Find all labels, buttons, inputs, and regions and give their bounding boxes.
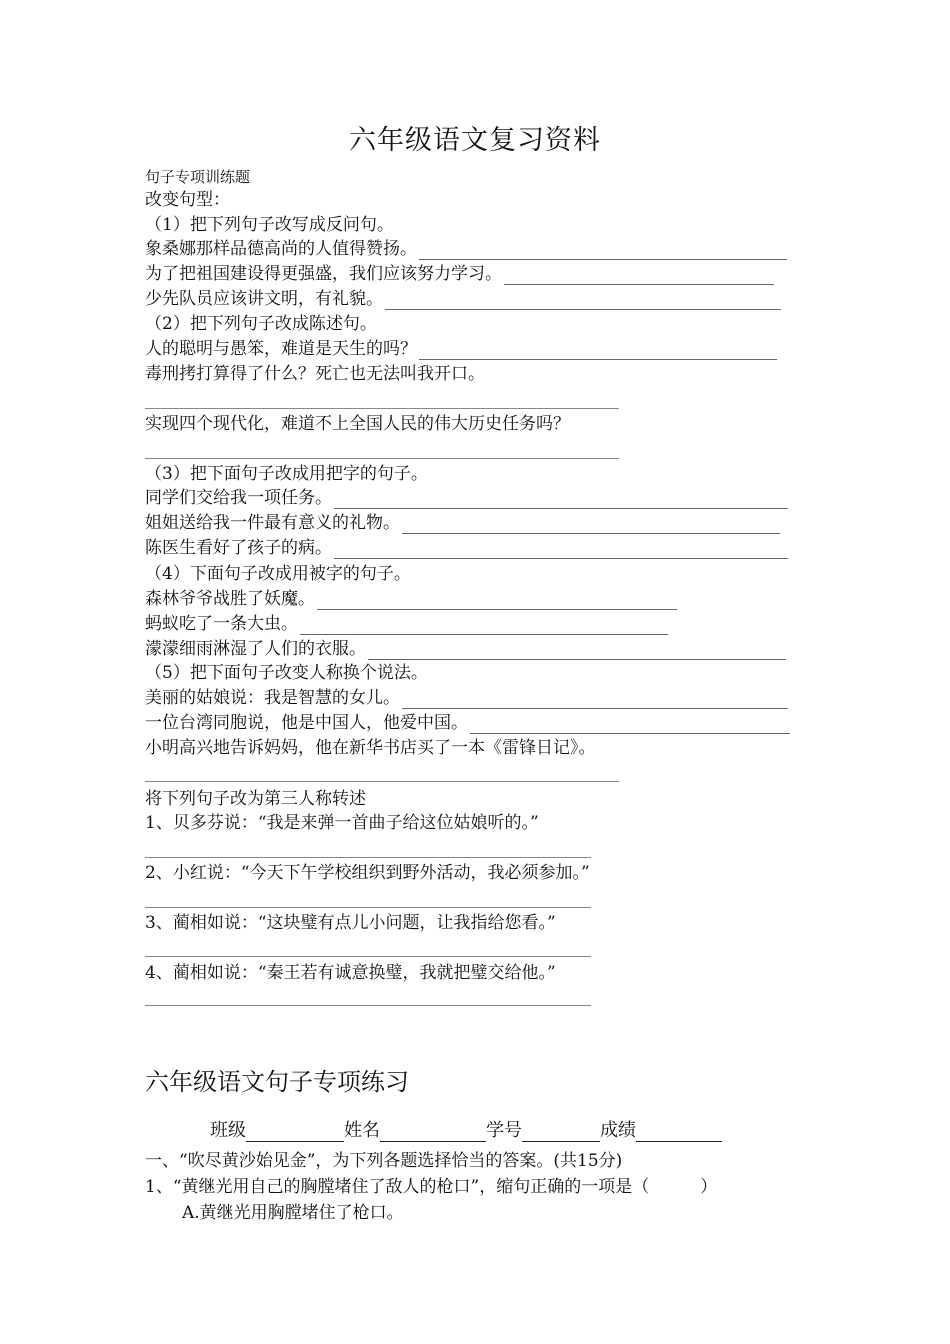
- question-2-item-2: 毒刑拷打算得了什么？死亡也无法叫我开口。: [145, 364, 485, 384]
- answer-blank[interactable]: [419, 242, 787, 260]
- number-field[interactable]: [522, 1121, 600, 1142]
- score-label: 成绩: [600, 1120, 636, 1141]
- answer-blank[interactable]: [145, 907, 591, 908]
- section-subheading: 改变句型：: [145, 190, 230, 210]
- question-4-item-2: 蚂蚁吃了一条大虫。: [145, 613, 668, 635]
- answer-blank[interactable]: [470, 716, 790, 734]
- answer-blank[interactable]: [145, 956, 591, 957]
- question-4-item-3: 濛濛细雨淋湿了人们的衣服。: [145, 638, 786, 660]
- question-6-item-1: 1、贝多芬说：“我是来弹一首曲子给这位姑娘听的。”: [145, 813, 539, 833]
- question-1-item-1: 象桑娜那样品德高尚的人值得赞扬。: [145, 238, 787, 260]
- answer-blank[interactable]: [385, 292, 781, 310]
- question-5-item-3: 小明高兴地告诉妈妈，他在新华书店买了一本《雷锋日记》。: [145, 738, 596, 758]
- class-field[interactable]: [246, 1121, 344, 1142]
- question-3-item-3: 陈医生看好了孩子的病。: [145, 537, 788, 559]
- number-label: 学号: [486, 1120, 522, 1141]
- answer-blank[interactable]: [334, 491, 788, 509]
- question-3-item-2: 姐姐送给我一件最有意义的礼物。: [145, 512, 780, 534]
- question-1-label: （1）把下列句子改写成反问句。: [145, 215, 394, 235]
- name-field[interactable]: [380, 1121, 486, 1142]
- question-6-label: 将下列句子改为第三人称转述: [145, 789, 366, 809]
- question-6-item-4: 4、蔺相如说：“秦王若有诚意换璧，我就把璧交给他。”: [145, 963, 556, 983]
- answer-blank[interactable]: [419, 342, 777, 360]
- section-2-title: 六年级语文句子专项练习: [145, 1068, 409, 1096]
- answer-blank[interactable]: [145, 458, 619, 459]
- question-3-label: （3）把下面句子改成用把字的句子。: [145, 464, 428, 484]
- answer-blank[interactable]: [145, 781, 619, 782]
- question-2-label: （2）把下列句子改成陈述句。: [145, 314, 377, 334]
- section-heading: 句子专项训练题: [145, 168, 251, 186]
- question-5-item-2: 一位台湾同胞说，他是中国人，他爱中国。: [145, 712, 790, 734]
- question-1-item-3: 少先队员应该讲文明，有礼貌。: [145, 288, 781, 310]
- answer-blank[interactable]: [504, 267, 774, 285]
- answer-blank[interactable]: [145, 408, 619, 409]
- question-6-item-3: 3、蔺相如说：“这块璧有点儿小问题，让我指给您看。”: [145, 913, 556, 933]
- question-5-label: （5）把下面句子改变人称换个说法。: [145, 663, 428, 683]
- question-4-label: （4）下面句子改成用被字的句子。: [145, 564, 411, 584]
- question-5-item-1: 美丽的姑娘说：我是智慧的女儿。: [145, 687, 788, 709]
- name-label: 姓名: [344, 1120, 380, 1141]
- student-info-row: [210, 1116, 722, 1142]
- question-2-item-1: 人的聪明与愚笨，难道是天生的吗？: [145, 338, 777, 360]
- score-field[interactable]: [636, 1121, 722, 1142]
- question-3-item-1: 同学们交给我一项任务。: [145, 487, 788, 509]
- answer-blank[interactable]: [300, 617, 668, 635]
- question-2-item-3: 实现四个现代化，难道不上全国人民的伟大历史任务吗？: [145, 414, 570, 434]
- question-4-item-1: 森林爷爷战胜了妖魔。: [145, 588, 677, 610]
- question-6-item-2: 2、小红说：“今天下午学校组织到野外活动，我必须参加。”: [145, 863, 590, 883]
- answer-blank[interactable]: [145, 857, 591, 858]
- answer-blank[interactable]: [334, 541, 788, 559]
- answer-blank[interactable]: [402, 516, 780, 534]
- option-a: A.黄继光用胸膛堵住了枪口。: [182, 1203, 404, 1223]
- question-1-item-2: 为了把祖国建设得更强盛，我们应该努力学习。: [145, 263, 774, 285]
- class-label: 班级: [210, 1120, 246, 1141]
- answer-blank[interactable]: [145, 1005, 591, 1006]
- part-1-heading: 一、“吹尽黄沙始见金”，为下列各题选择恰当的答案。(共15分): [145, 1151, 623, 1171]
- answer-blank[interactable]: [368, 642, 786, 660]
- part-1-question-1: 1、“黄继光用自己的胸膛堵住了敌人的枪口”，缩句正确的一项是（ ）: [145, 1177, 718, 1197]
- answer-blank[interactable]: [402, 691, 788, 709]
- page-title: 六年级语文复习资料: [349, 125, 601, 156]
- answer-blank[interactable]: [317, 592, 677, 610]
